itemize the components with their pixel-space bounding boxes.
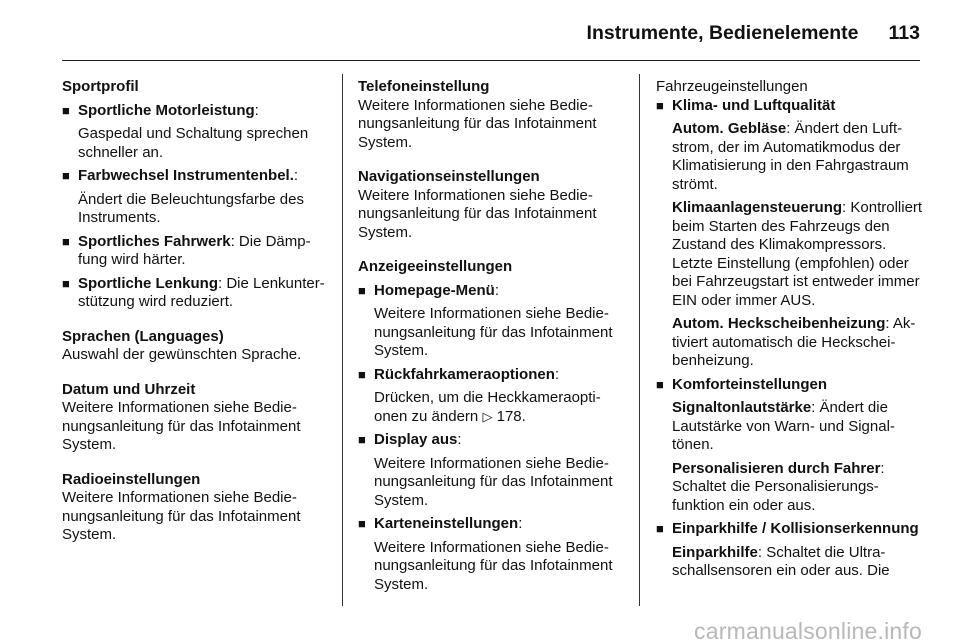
- item-head: Karteneinstellungen: [374, 515, 519, 532]
- sub-head: Personalisieren durch Fahrer: [672, 459, 881, 477]
- item-body: Weitere Informationen siehe Bedienungsanleitung für das Infotainment System.: [374, 305, 613, 359]
- page-header: [62, 20, 920, 46]
- section-text: Weitere Informationen siehe Bedienungsanleitung für das Infotainment System.: [358, 96, 597, 151]
- section-sprachen: [62, 328, 327, 365]
- item-text: : Die Lenkunterstützung wird reduziert.: [78, 274, 325, 310]
- section-text: Weitere Informationen siehe Bedienungsanleitung für das Infotainment System.: [62, 399, 301, 453]
- bullet-square-icon: ■: [656, 521, 664, 536]
- section-text: Auswahl der gewünschten Sprache.: [62, 346, 302, 363]
- bullet-square-icon: ■: [358, 516, 366, 531]
- bullet-square-icon: ■: [656, 376, 664, 392]
- column-divider-2: [639, 74, 640, 606]
- item-body: [374, 389, 623, 426]
- item-text: : Die Dämpfung wird härter.: [78, 232, 311, 268]
- list-item: [358, 431, 623, 510]
- bullet-square-icon: ■: [62, 102, 70, 118]
- column-3: [656, 78, 924, 581]
- item-sep: :: [254, 101, 259, 119]
- column-divider-1: [342, 74, 343, 606]
- item-body-end: .: [521, 407, 526, 425]
- column-2: [358, 78, 623, 610]
- item-body: Weitere Informationen siehe Bedienungsanleitung für das Infotainment System.: [374, 454, 613, 509]
- item-head: Sportliche Motorleistung: [78, 101, 255, 119]
- sub-text: : Aktiviert automatisch die Heckscheibenheizung.: [672, 315, 916, 369]
- list-item: [358, 515, 623, 594]
- header-rule: [62, 60, 920, 61]
- section-title: Datum und Uhrzeit: [62, 380, 196, 398]
- section-title: Navigationseinstellungen: [358, 168, 540, 185]
- sub-head: Autom. Gebläse: [672, 120, 787, 137]
- sub-head: Klimaanlagensteuerung: [672, 199, 843, 216]
- item-sep: :: [457, 431, 462, 448]
- item-head: Rückfahrkameraoptionen: [374, 365, 555, 383]
- section-title: Anzeigeeinstellungen: [358, 258, 513, 275]
- list-item: [62, 233, 327, 270]
- bullet-square-icon: ■: [62, 233, 70, 249]
- list-item: [62, 167, 327, 228]
- section-radio: [62, 471, 327, 545]
- item-head: Klima- und Luftqualität: [672, 96, 836, 114]
- bullet-square-icon: ■: [62, 275, 70, 291]
- item-body: Gaspedal und Schaltung sprechen schneller an.: [78, 125, 309, 161]
- page-reference[interactable]: 178: [496, 407, 522, 425]
- page-number: 113: [888, 21, 920, 44]
- list-item-einparkhilfe: [656, 520, 924, 581]
- section-telefon: [358, 78, 623, 152]
- sub-head: Einparkhilfe: [672, 543, 758, 561]
- sub-text: : Schaltet die Ultraschallsensoren ein oder aus. Die: [672, 543, 890, 579]
- bullet-square-icon: ■: [358, 282, 366, 298]
- bullet-square-icon: ■: [656, 97, 664, 113]
- list-item-klima: [656, 97, 924, 371]
- item-body-text: Drücken, um die Heckkameraoptionen zu ändern: [374, 389, 601, 425]
- section-navigation: [358, 168, 623, 242]
- item-head: Display aus: [374, 431, 458, 448]
- section-title: Radioeinstellungen: [62, 470, 201, 488]
- sub-head: Autom. Heckscheibenheizung: [672, 315, 886, 332]
- section-title: Sprachen (Languages): [62, 327, 224, 345]
- sub-text: : Schaltet die Personalisierungsfunktion ein oder aus.: [672, 459, 885, 514]
- sub-text: : Kontrolliert beim Starten des Fahrzeugs den Zustand des Klimakompressors. Letzte Einstellung (empfohlen) oder bei Fahrzeugstart ist entweder immer EIN oder immer AUS.: [672, 199, 923, 309]
- list-item: [358, 366, 623, 427]
- section-text: Weitere Informationen siehe Bedienungsanleitung für das Infotainment System.: [62, 489, 301, 543]
- item-sep: :: [293, 167, 299, 184]
- section-datum: [62, 381, 327, 455]
- list-item-komfort: [656, 376, 924, 516]
- section-title: Sportprofil: [62, 78, 139, 95]
- section-sportprofil: [62, 78, 327, 312]
- item-sep: :: [518, 515, 523, 532]
- item-head: Sportliches Fahrwerk: [78, 232, 231, 250]
- item-head: Sportliche Lenkung: [78, 274, 219, 292]
- sub-head: Signaltonlautstärke: [672, 399, 812, 416]
- bullet-square-icon: ■: [62, 168, 70, 183]
- bullet-square-icon: ■: [358, 432, 366, 447]
- watermark: carmanualsonline.info: [694, 617, 922, 644]
- page-reference-arrow-icon: ▷: [482, 408, 493, 424]
- sub-text: : Ändert den Luftstrom, der im Automatikmodus der Klimatisierung in den Fahrgastraum strömt.: [672, 120, 909, 193]
- section-title: Fahrzeugeinstellungen: [656, 78, 808, 95]
- page-title: Instrumente, Bedienelemente: [586, 21, 859, 44]
- item-head: Einparkhilfe / Kollisionserkennung: [672, 520, 919, 537]
- section-text: Weitere Informationen siehe Bedienungsanleitung für das Infotainment System.: [358, 186, 597, 241]
- item-sep: :: [494, 281, 500, 299]
- item-body: Weitere Informationen siehe Bedienungsanleitung für das Infotainment System.: [374, 538, 613, 593]
- sub-text: : Ändert die Lautstärke von Warn- und Signaltönen.: [672, 399, 895, 453]
- list-item: [62, 275, 327, 312]
- list-item: [358, 282, 623, 361]
- item-sep: :: [554, 365, 560, 383]
- bullet-square-icon: ■: [358, 366, 366, 382]
- column-1: [62, 78, 327, 561]
- item-body: Ändert die Beleuchtungsfarbe des Instruments.: [78, 190, 304, 226]
- item-head: Komforteinstellungen: [672, 375, 828, 393]
- section-anzeige: [358, 258, 623, 594]
- section-title: Telefoneinstellung: [358, 78, 490, 95]
- list-item: [62, 102, 327, 163]
- item-head: Homepage-Menü: [374, 281, 495, 299]
- item-head: Farbwechsel Instrumentenbel.: [78, 167, 294, 184]
